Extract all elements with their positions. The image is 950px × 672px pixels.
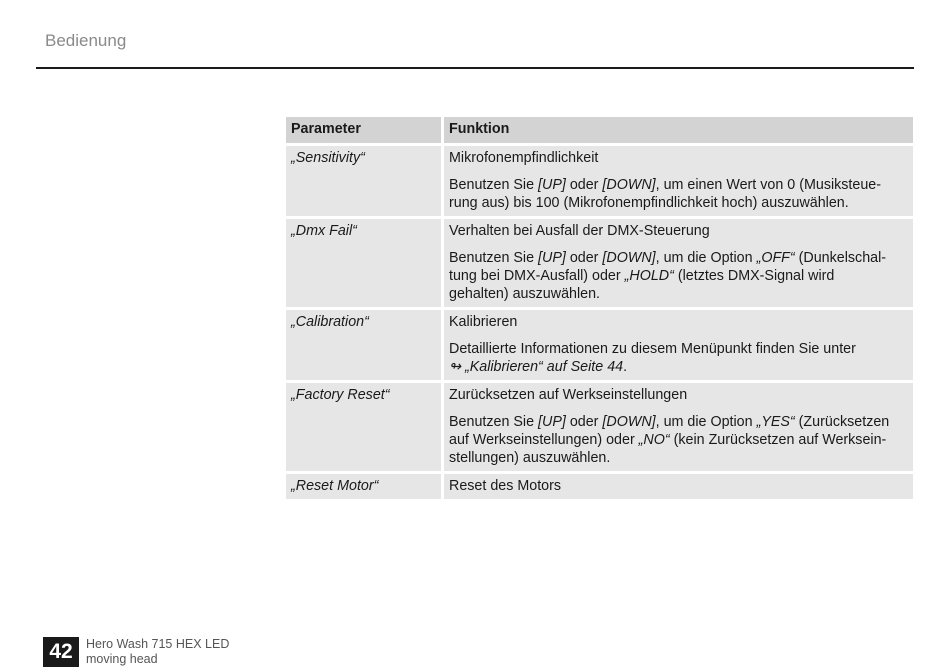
table-row bbox=[286, 146, 913, 216]
function-cell bbox=[444, 310, 913, 380]
table-row bbox=[286, 310, 913, 380]
parameter-table bbox=[286, 114, 913, 502]
function-title: Reset des Motors bbox=[449, 478, 562, 494]
parameter-name-cell bbox=[286, 146, 444, 216]
function-title: Verhalten bei Ausfall der DMX-Steuerung bbox=[449, 223, 710, 239]
italic-term: „HOLD“ bbox=[624, 268, 674, 284]
parameter-name-cell bbox=[286, 474, 444, 499]
table-header-row bbox=[286, 117, 913, 143]
parameter-name-cell bbox=[286, 219, 444, 307]
footer-product-line2: moving head bbox=[86, 652, 158, 666]
table-row bbox=[286, 474, 913, 499]
parameter-name: „Factory Reset“ bbox=[291, 387, 390, 403]
parameter-name-cell bbox=[286, 310, 444, 380]
italic-term: [UP] bbox=[538, 177, 566, 193]
italic-term: „NO“ bbox=[638, 432, 670, 448]
italic-term: [DOWN] bbox=[602, 414, 656, 430]
italic-term: [DOWN] bbox=[602, 250, 656, 266]
function-description: Benutzen Sie [UP] oder [DOWN], um die Option „OFF“ (Dunkelschal- tung bei DMX-Ausfall) oder „HOLD“ (letztes DMX-Signal wird gehalten) auszuwählen. bbox=[449, 250, 887, 302]
function-description: Detaillierte Informationen zu diesem Menüpunkt finden Sie unter ↬ „Kalibrieren“ auf Seite 44. bbox=[449, 341, 856, 375]
footer-product-line1: Hero Wash 715 HEX LED bbox=[86, 637, 230, 651]
table-body bbox=[286, 146, 913, 499]
italic-term: [UP] bbox=[538, 414, 566, 430]
italic-term: „OFF“ bbox=[756, 250, 795, 266]
function-title: Kalibrieren bbox=[449, 314, 518, 330]
parameter-name-cell bbox=[286, 383, 444, 471]
function-cell bbox=[444, 474, 913, 499]
function-cell bbox=[444, 219, 913, 307]
parameter-name: „Calibration“ bbox=[291, 314, 369, 330]
page-header-title: Bedienung bbox=[45, 31, 127, 50]
italic-term: ↬ „Kalibrieren“ auf Seite 44 bbox=[449, 359, 624, 375]
header-divider bbox=[36, 67, 914, 69]
function-cell bbox=[444, 383, 913, 471]
italic-term: [DOWN] bbox=[602, 177, 656, 193]
function-title: Zurücksetzen auf Werkseinstellungen bbox=[449, 387, 688, 403]
parameter-name: „Sensitivity“ bbox=[291, 150, 365, 166]
italic-term: [UP] bbox=[538, 250, 566, 266]
italic-term: „YES“ bbox=[756, 414, 795, 430]
table-row bbox=[286, 219, 913, 307]
function-title: Mikrofonempfindlichkeit bbox=[449, 150, 599, 166]
function-description: Benutzen Sie [UP] oder [DOWN], um die Option „YES“ (Zurücksetzen auf Werkseinstellungen) oder „NO“ (kein Zurücksetzen auf Werksein- stellungen) auszuwählen. bbox=[449, 414, 890, 466]
function-cell bbox=[444, 146, 913, 216]
parameter-name: „Dmx Fail“ bbox=[291, 223, 357, 239]
table-row bbox=[286, 383, 913, 471]
page-number: 42 bbox=[43, 637, 79, 667]
function-description: Benutzen Sie [UP] oder [DOWN], um einen Wert von 0 (Musiksteue- rung aus) bis 100 (Mikrofonempfindlichkeit hoch) auszuwählen. bbox=[449, 177, 882, 211]
footer-product bbox=[86, 637, 229, 667]
parameter-name: „Reset Motor“ bbox=[291, 478, 379, 494]
column-header-parameter: Parameter bbox=[286, 117, 444, 143]
column-header-funktion: Funktion bbox=[444, 117, 913, 143]
